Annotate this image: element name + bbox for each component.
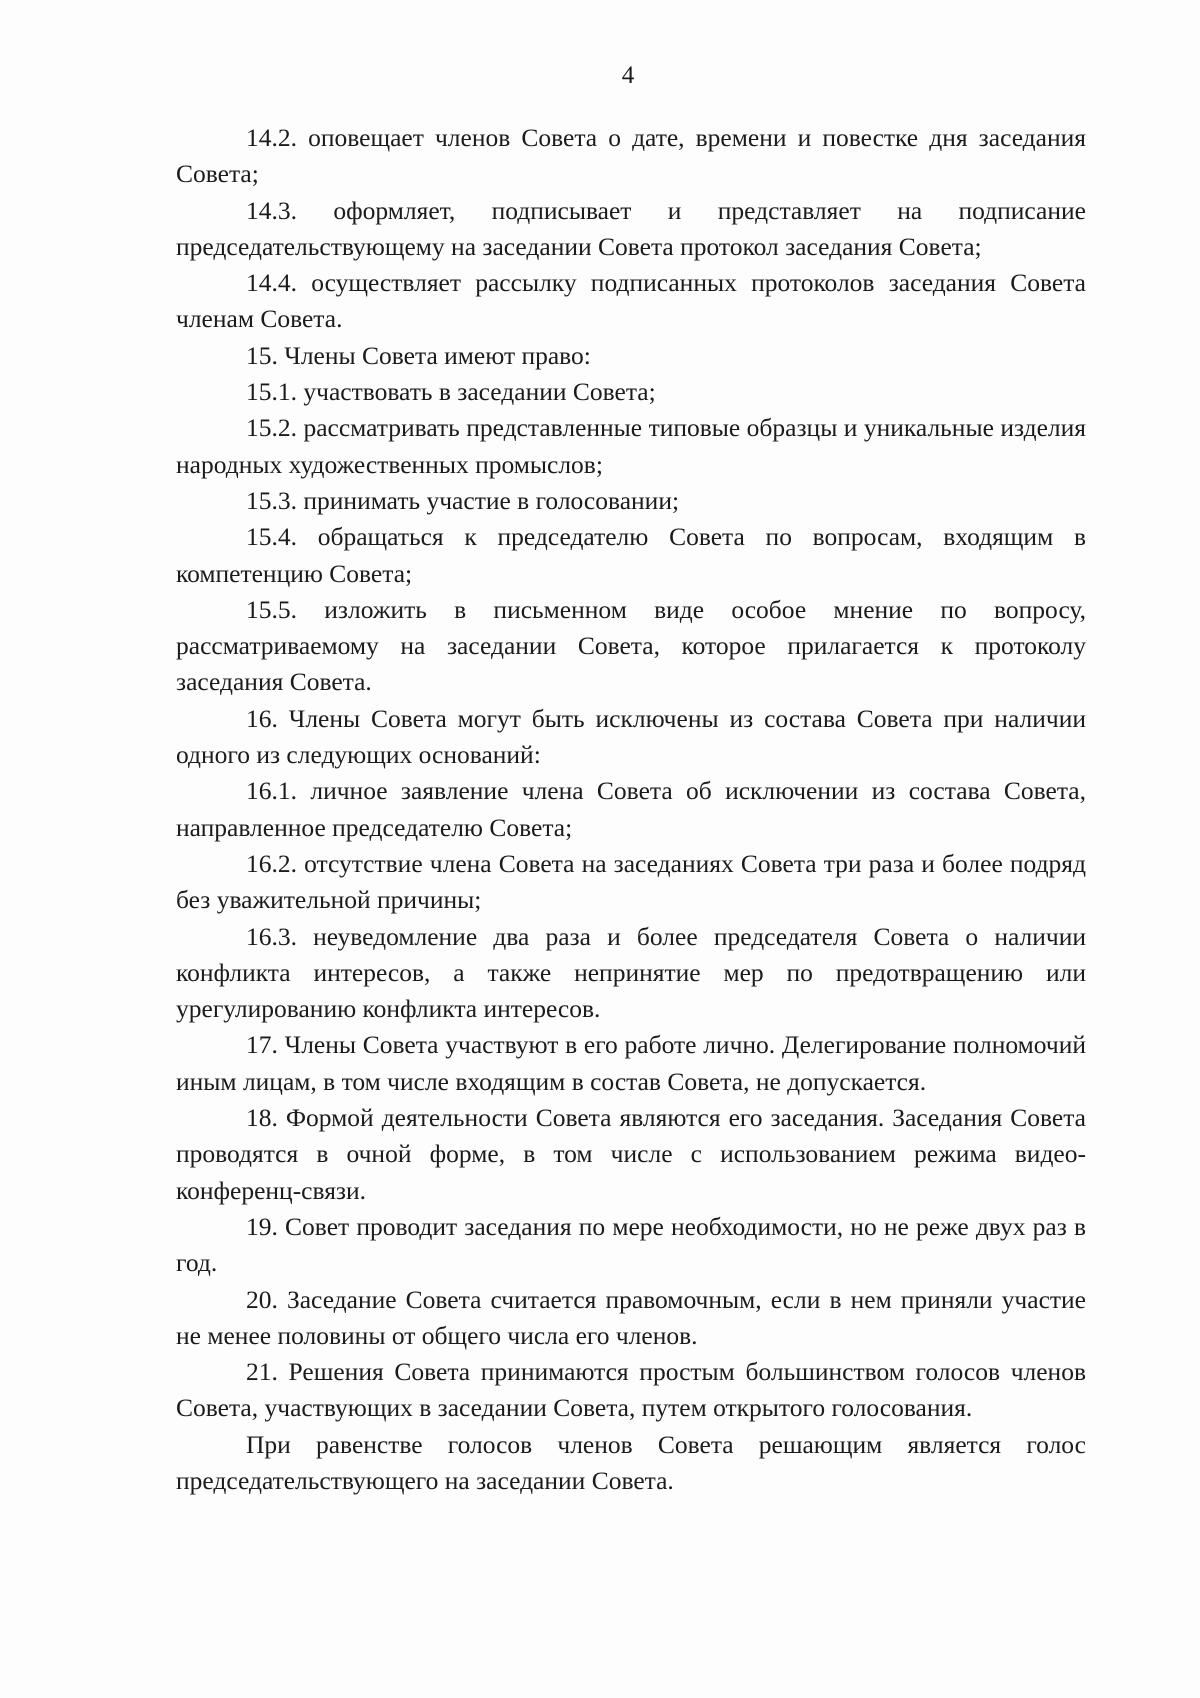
paragraph-17: 17. Члены Совета участвуют в его работе лично. Делегирование полномочий иным лицам, в том числе входящим в состав Совета, не допускается. <box>176 1030 1086 1096</box>
paragraph-16-2: 16.2. отсутствие члена Совета на заседаниях Совета три раза и более подряд без уважительной причины; <box>176 848 1086 915</box>
paragraph-15-5: 15.5. изложить в письменном виде особое мнение по вопросу, рассматриваемому на заседании Совета, которое прилагается к протоколу заседания Совета. <box>176 594 1086 697</box>
paragraph-15: 15. Члены Совета имеют право: <box>246 340 591 370</box>
paragraph-19: 19. Совет проводит заседания по мере необходимости, но не реже двух раз в год. <box>176 1211 1086 1278</box>
paragraph-20: 20. Заседание Совета считается правомочным, если в нем приняли участие не менее половины от общего числа его членов. <box>176 1284 1086 1350</box>
paragraph-15-2: 15.2. рассматривать представленные типовые образцы и уникальные изделия народных художественных промыслов; <box>176 413 1086 479</box>
paragraph-18: 18. Формой деятельности Совета являются его заседания. Заседания Совета проводятся в очной форме, в том числе с использованием режима видео-конференц-связи. <box>176 1103 1086 1205</box>
paragraph-14-3: 14.3. оформляет, подписывает и представляет на подписание председательствующему на заседании Совета протокол заседания Совета; <box>176 195 1086 261</box>
paragraph-15-1: 15.1. участвовать в заседании Совета; <box>246 377 656 407</box>
document-body <box>176 120 1086 1499</box>
paragraph-16-1: 16.1. личное заявление члена Совета об исключении из состава Совета, направленное председателю Совета; <box>176 776 1086 842</box>
paragraph-16: 16. Члены Совета могут быть исключены из состава Совета при наличии одного из следующих оснований: <box>176 703 1086 770</box>
page-number: 4 <box>621 62 635 89</box>
paragraph-15-3: 15.3. принимать участие в голосовании; <box>246 485 680 515</box>
paragraph-21: 21. Решения Совета принимаются простым большинством голосов членов Совета, участвующих в заседании Совета, путем открытого голосования. <box>176 1357 1086 1423</box>
paragraph-21-tie: При равенстве голосов членов Совета решающим является голос председательствующего на заседании Совета. <box>176 1429 1086 1495</box>
paragraph-14-2: 14.2. оповещает членов Совета о дате, времени и повестке дня заседания Совета; <box>176 123 1086 189</box>
paragraph-14-4: 14.4. осуществляет рассылку подписанных протоколов заседания Совета членам Совета. <box>176 268 1086 334</box>
paragraph-15-4: 15.4. обращаться к председателю Совета по вопросам, входящим в компетенцию Совета; <box>176 522 1086 588</box>
paragraph-16-3: 16.3. неуведомление два раза и более председателя Совета о наличии конфликта интересов, а также непринятие мер по предотвращению или урегулированию конфликта интересов. <box>176 921 1086 1024</box>
